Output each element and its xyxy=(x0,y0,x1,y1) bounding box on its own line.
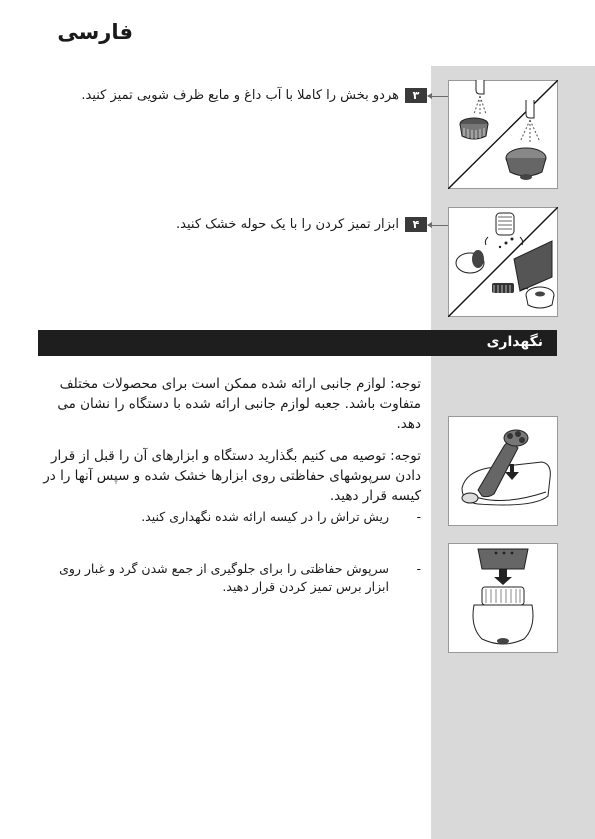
pouch-illustration xyxy=(448,416,558,526)
wash-illustration xyxy=(448,80,558,189)
cap-illustration xyxy=(448,543,558,653)
section-header-bar xyxy=(38,330,557,356)
bullet-protective-cap xyxy=(41,560,421,596)
bullet-marker: - xyxy=(416,561,421,576)
bullet-store-pouch xyxy=(41,508,421,526)
step-text: هردو بخش را کاملا با آب داغ و مایع ظرف شویی تمیز کنید. xyxy=(81,88,399,103)
note-accessories: توجه: لوازم جانبی ارائه شده ممکن است برای محصولات مختلف متفاوت باشد. جعبه لوازم جانبی ارائه شده با دستگاه را نشان می دهد. xyxy=(57,376,421,432)
step-4 xyxy=(176,217,427,232)
illustration-shaver-pouch xyxy=(448,416,558,526)
illustration-drying-parts xyxy=(448,207,558,317)
language-title: فارسی xyxy=(57,20,133,44)
bullet-marker: - xyxy=(416,509,421,524)
step-number-badge: ۳ xyxy=(405,88,427,103)
illustration-washing-parts xyxy=(448,80,558,189)
step-connector-line xyxy=(428,96,450,97)
section-title: نگهداری xyxy=(486,334,543,350)
step-connector-line xyxy=(428,225,450,226)
bullet-text: سرپوش حفاظتی را برای جلوگیری از جمع شدن گرد و غبار روی ابزار برس تمیز کردن قرار دهید. xyxy=(59,561,389,594)
step-3 xyxy=(81,88,427,103)
bullet-text: ریش تراش را در کیسه ارائه شده نگهداری کنید. xyxy=(141,509,389,524)
step-text: ابزار تمیز کردن را با یک حوله خشک کنید. xyxy=(176,217,399,232)
dry-illustration xyxy=(448,207,558,317)
note-drying: توجه: توصیه می کنیم بگذارید دستگاه و ابزارهای آن را قبل از قرار دادن سرپوشهای حفاظتی روی ابزارها خشک شده و سپس آنها را در کیسه قرار دهید. xyxy=(43,448,421,504)
illustration-protective-cap xyxy=(448,543,558,653)
step-number-badge: ۴ xyxy=(405,217,427,232)
